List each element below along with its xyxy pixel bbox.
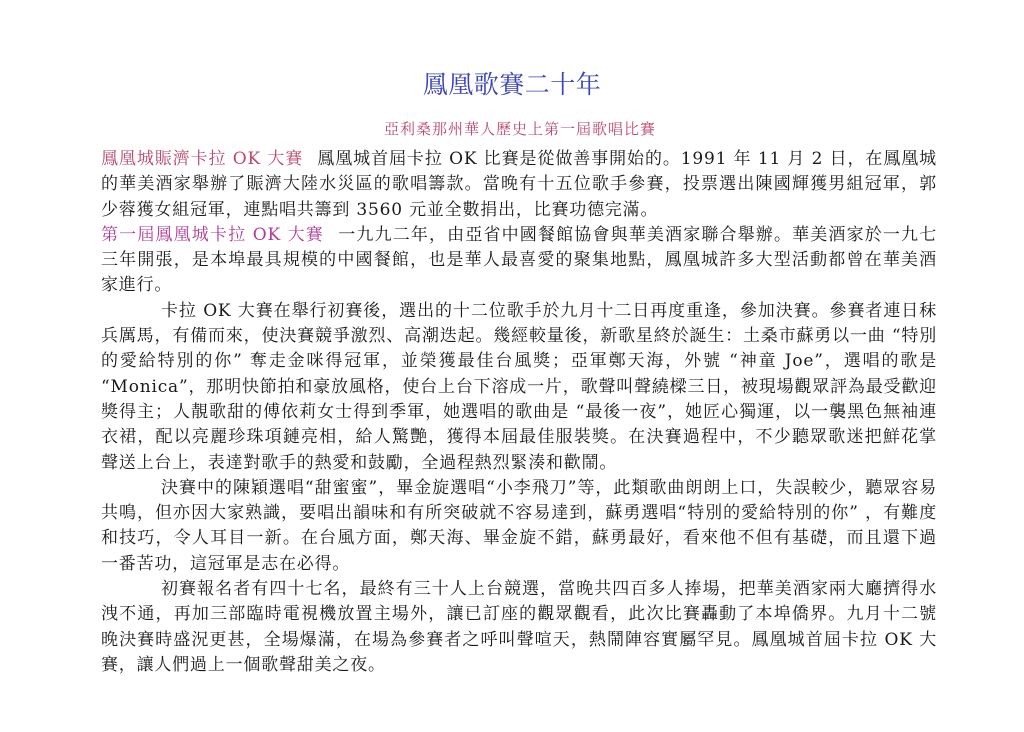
article-body [101, 147, 937, 678]
article-subtitle: 亞利桑那州華人歷史上第一屆歌唱比賽 [383, 120, 656, 138]
body-paragraph: 決賽中的陳穎選唱“甜蜜蜜”，畢金旋選唱“小李飛刀”等，此類歌曲朗朗上口，失誤較少，聽眾容易共鳴，但亦因大家熟識，要唱出韻味和有所突破就不容易達到，蘇勇選唱“特別的愛給特別的你” ，有難度和技巧，令人耳目一新。在台風方面，鄭天海、畢金旋不錯，蘇勇最好，看來他不但有基礎，而且還下過一番苦功，這冠軍是志在必得。 [101, 477, 937, 574]
body-paragraph: 卡拉 OK 大賽在舉行初賽後，選出的十二位歌手於九月十二日再度重逢，參加決賽。參賽者連日秣兵厲馬，有備而來，使決賽競爭激烈、高潮迭起。幾經較量後，新歌星終於誕生：土桑市蘇勇以一曲 “特別的愛給特別的你” 奪走金咪得冠軍，並榮獲最佳台風獎；亞軍鄭天海，外號 “神童 Joe”，選唱的歌是 “Monica”，那明快節拍和豪放風格，使台上台下溶成一片，歌聲叫聲繞樑三日，被現場觀眾評為最受歡迎獎得主；人靚歌甜的傅依莉女士得到季軍，她選唱的歌曲是 “最後一夜”，她匠心獨運，以一襲黑色無袖連衣裙，配以亮麗珍珠項鏈亮相，給人驚艷，獲得本屆最佳服裝獎。在決賽過程中，不少聽眾歌迷把鮮花掌聲送上台上，表達對歌手的熱愛和鼓勵，全過程熱烈緊湊和歡鬧。 [101, 300, 937, 473]
section-heading: 第一屆鳳凰城卡拉 OK 大賽 [101, 224, 324, 245]
article-title: 鳳凰歌賽二十年 [422, 70, 602, 99]
section-text: 一九九二年，由亞省中國餐館協會與華美酒家聯合舉辦。華美酒家於一九七三年開張，是本埠最具規模的中國餐館，也是華人最喜愛的聚集地點，鳳凰城許多大型活動都曾在華美酒家進行。 [101, 224, 937, 296]
section-text: 鳳凰城首屆卡拉 OK 比賽是從做善事開始的。1991 年 11 月 2 日，在鳳凰城的華美酒家舉辦了賑濟大陸水災區的歌唱籌款。當晚有十五位歌手參賽，投票選出陳國輝獲男組冠軍，郭少蓉獲女組冠軍，連點唱共籌到 3560 元並全數捐出，比賽功德完滿。 [101, 149, 937, 220]
section-paragraph [101, 223, 937, 299]
section-heading: 鳳凰城賑濟卡拉 OK 大賽 [101, 149, 304, 169]
body-paragraph: 初賽報名者有四十七名，最終有三十人上台競選，當晚共四百多人捧場，把華美酒家兩大廳擠得水洩不通，再加三部臨時電視機放置主場外，讓已訂座的觀眾觀看，此次比賽轟動了本埠僑界。九月十二號晚決賽時盛況更甚，全場爆滿，在場為參賽者之呼叫聲喧天，熱鬧陣容實屬罕見。鳳凰城首屆卡拉 OK 大賽，讓人們過上一個歌聲甜美之夜。 [101, 579, 937, 675]
section-paragraph [101, 147, 937, 223]
